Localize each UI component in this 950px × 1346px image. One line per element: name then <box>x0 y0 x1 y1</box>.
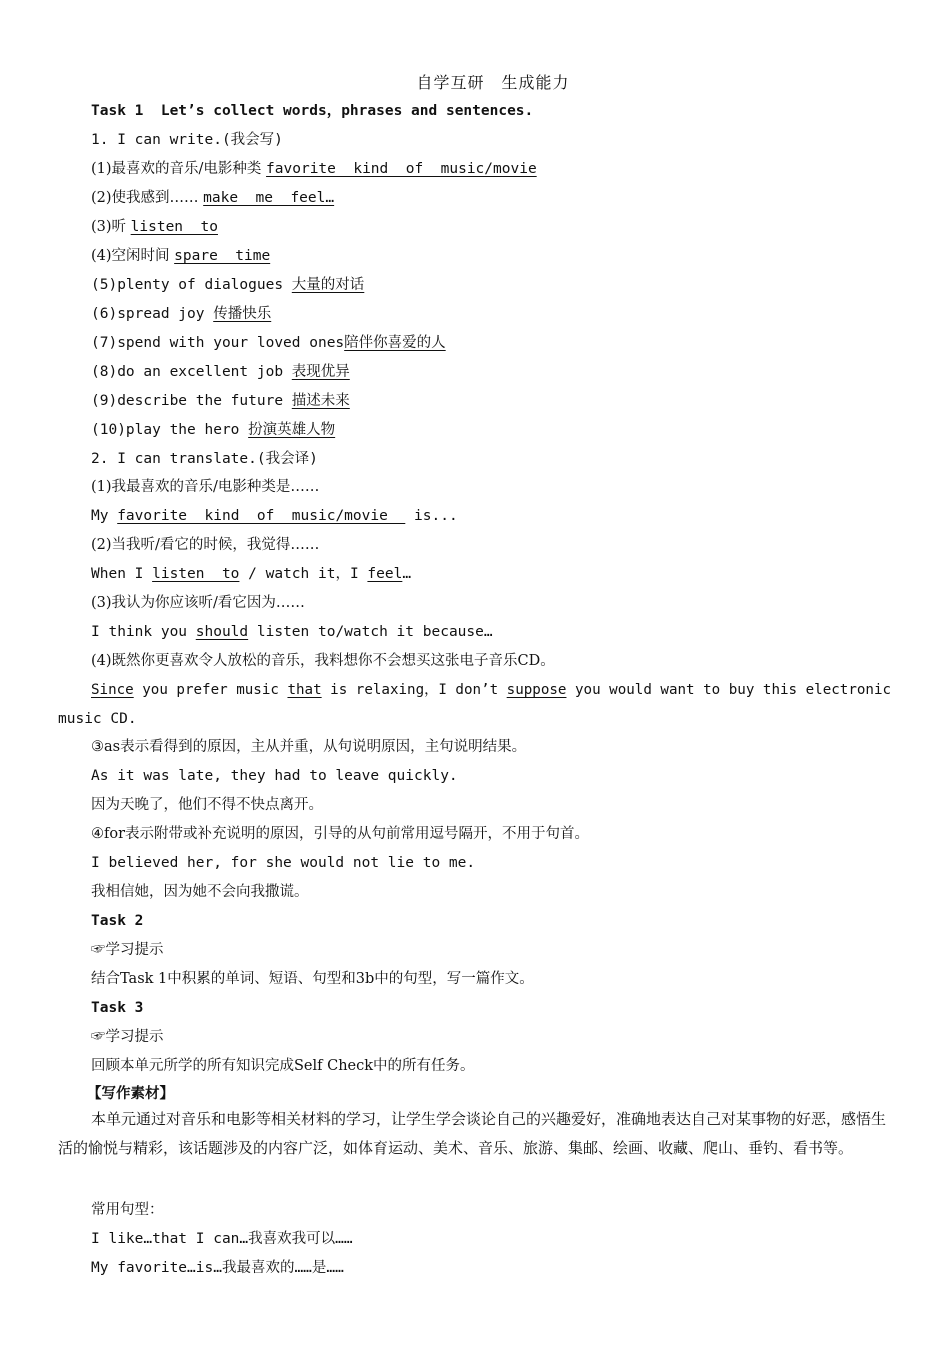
answer-blank: Since <box>91 682 134 698</box>
page-title: 自学互研 生成能力 <box>416 73 570 92</box>
answer-blank: suppose <box>506 682 567 698</box>
part2-heading: 2. I can translate.(我会译) <box>91 451 318 467</box>
answer-blank: that <box>287 682 322 698</box>
task3-heading: Task 3 <box>91 1000 144 1016</box>
answer-blank: 描述未来 <box>291 393 350 409</box>
pointing-hand-icon: ☞学习提示 <box>91 942 164 958</box>
task1-heading: Task 1 Let’s collect words，phrases and sentences. <box>91 103 534 119</box>
example-translation: 我相信她，因为她不会向我撒谎。 <box>91 884 309 900</box>
task3-text: 回顾本单元所学的所有知识完成Self Check中的所有任务。 <box>91 1058 475 1074</box>
answer-blank: 表现优异 <box>291 364 350 380</box>
example-sentence: I believed her, for she would not lie to me. <box>91 855 476 871</box>
write-item: (7)spend with your loved ones陪伴你喜爱的人 <box>91 335 446 351</box>
translate-question: (1)我最喜欢的音乐/电影种类是…… <box>91 479 320 495</box>
grammar-note: ③as表示看得到的原因，主从并重，从句说明原因，主句说明结果。 <box>91 739 527 755</box>
answer-blank: feel <box>367 566 403 582</box>
sentence-pattern: I like…that I can…我喜欢我可以…… <box>91 1231 353 1247</box>
answer-blank: listen to <box>130 219 218 235</box>
pointing-hand-icon: ☞学习提示 <box>91 1029 164 1045</box>
translate-answer: When I listen to / watch it，I feel… <box>91 566 412 582</box>
answer-blank: should <box>195 624 249 640</box>
material-heading: 【写作素材】 <box>87 1085 174 1102</box>
answer-blank: 陪伴你喜爱的人 <box>344 335 446 351</box>
write-item: (8)do an excellent job 表现优异 <box>91 364 350 380</box>
translate-answer: I think you should listen to/watch it because… <box>91 624 493 640</box>
patterns-label: 常用句型： <box>91 1202 164 1218</box>
answer-blank: favorite kind of music/movie <box>117 508 406 524</box>
study-tip <box>91 1026 164 1048</box>
task2-heading: Task 2 <box>91 913 144 929</box>
write-item: (9)describe the future 描述未来 <box>91 393 350 409</box>
answer-blank: favorite kind of music/movie <box>266 161 537 177</box>
answer-blank: 传播快乐 <box>213 306 272 322</box>
answer-blank: 大量的对话 <box>291 277 365 293</box>
translate-question: (4)既然你更喜欢令人放松的音乐，我料想你不会想买这张电子音乐CD。 <box>91 653 555 669</box>
answer-blank: spare time <box>174 248 271 264</box>
write-item: (1)最喜欢的音乐/电影种类 favorite kind of music/movie <box>91 161 537 177</box>
answer-blank: make me feel… <box>203 190 335 206</box>
translate-question: (2)当我听/看它的时候，我觉得…… <box>91 537 320 553</box>
example-translation: 因为天晚了，他们不得不快点离开。 <box>91 797 323 813</box>
translate-question: (3)我认为你应该听/看它因为…… <box>91 595 305 611</box>
study-tip <box>91 939 164 961</box>
translate-answer-continued: music CD. <box>58 711 137 727</box>
example-sentence: As it was late, they had to leave quickly. <box>91 768 458 784</box>
translate-answer: My favorite kind of music/movie is... <box>91 508 458 524</box>
write-item: (5)plenty of dialogues 大量的对话 <box>91 277 365 293</box>
write-item: (4)空闲时间 spare time <box>91 248 271 264</box>
material-paragraph: 本单元通过对音乐和电影等相关材料的学习，让学生学会谈论自己的兴趣爱好，准确地表达自己对某事物的好恶，感悟生活的愉悦与精彩，该话题涉及的内容广泛，如体育运动、美术、音乐、旅游、集邮、绘画、收藏、爬山、垂钓、看书等。 <box>58 1110 887 1157</box>
sentence-pattern: My favorite…is…我最喜欢的……是…… <box>91 1260 344 1276</box>
task2-text: 结合Task 1中积累的单词、短语、句型和3b中的句型，写一篇作文。 <box>91 971 534 987</box>
write-item: (6)spread joy 传播快乐 <box>91 306 272 322</box>
answer-blank: listen to <box>152 566 240 582</box>
grammar-note: ④for表示附带或补充说明的原因，引导的从句前常用逗号隔开，不用于句首。 <box>91 826 590 842</box>
translate-answer: Since you prefer music that is relaxing，I don’t suppose you would want to buy this electronic <box>91 682 892 698</box>
part1-heading: 1. I can write.(我会写) <box>91 132 283 148</box>
write-item: (2)使我感到…… make me feel… <box>91 190 335 206</box>
write-item: (10)play the hero 扮演英雄人物 <box>91 422 336 438</box>
write-item: (3)听 listen to <box>91 219 218 235</box>
answer-blank: 扮演英雄人物 <box>248 422 336 438</box>
